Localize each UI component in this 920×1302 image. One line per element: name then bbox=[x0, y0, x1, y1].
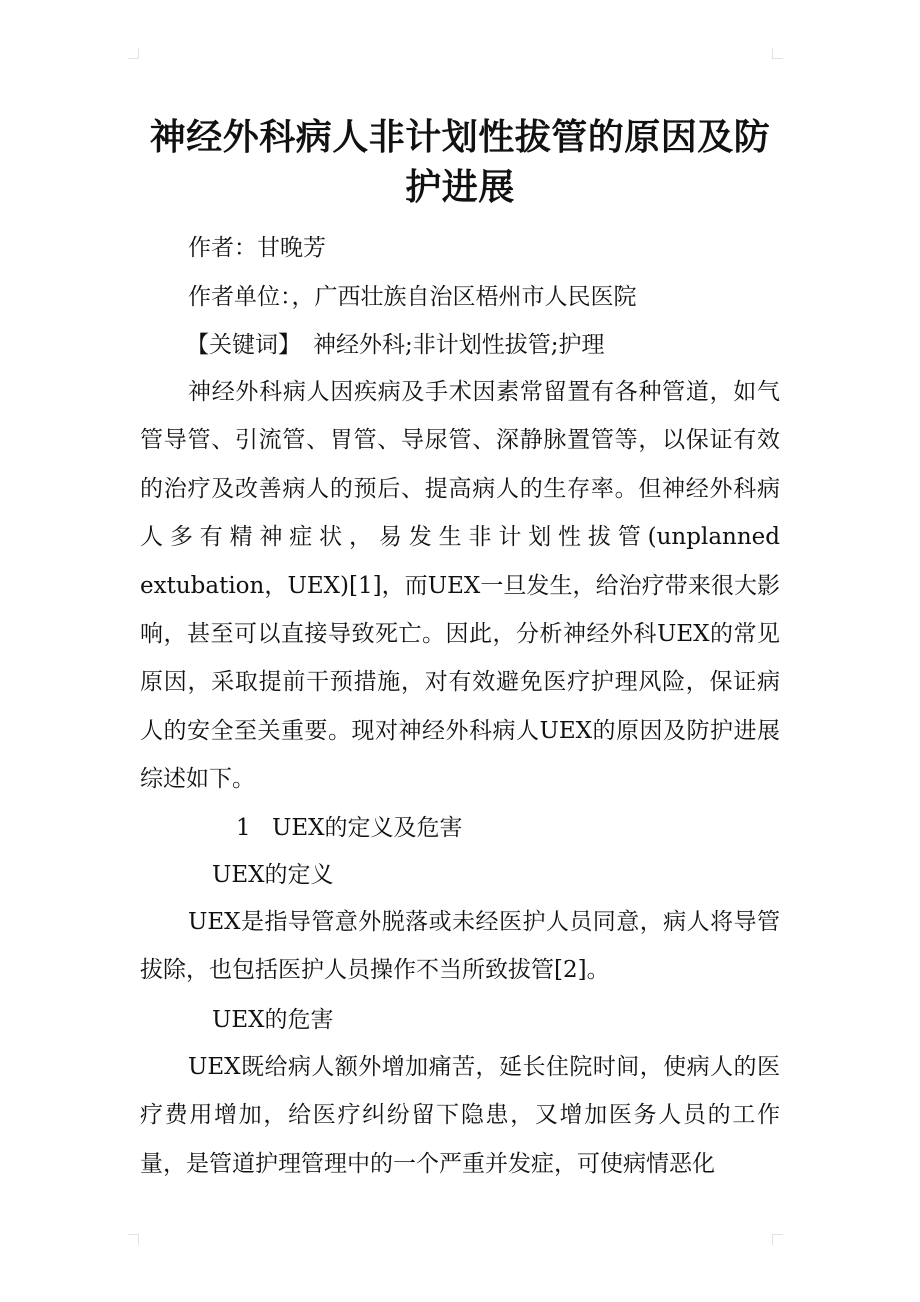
section-1-title: UEX的定义及危害 bbox=[272, 815, 463, 841]
intro-paragraph: 神经外科病人因疾病及手术因素常留置有各种管道，如气管导管、引流管、胃管、导尿管、深静脉置管等，以保证有效的治疗及改善病人的预后、提高病人的生存率。但神经外科病人多有精神症状，易发生非计划性拔管(unplanned extubation，UEX)[1]，而UEX一旦发生，给治疗带来很大影响，甚至可以直接导致死亡。因此，分析神经外科UEX的常见原因，采取提前干预措施，对有效避免医疗护理风险，保证病人的安全至关重要。现对神经外科病人UEX的原因及防护进展综述如下。 bbox=[140, 379, 780, 793]
subsection-2-heading: UEX的危害 bbox=[212, 1007, 334, 1033]
page-corner-mark bbox=[128, 48, 139, 59]
section-1-heading bbox=[236, 813, 463, 843]
keywords-line bbox=[186, 330, 605, 360]
section-1-number: 1 bbox=[236, 815, 251, 841]
affiliation-line: 作者单位：，广西壮族自治区梧州市人民医院 bbox=[188, 284, 637, 310]
page-corner-mark bbox=[128, 1234, 139, 1245]
keywords-text: 神经外科;非计划性拔管;护理 bbox=[313, 332, 605, 358]
subsection-1-heading: UEX的定义 bbox=[212, 862, 334, 888]
document-title: 神经外科病人非计划性拔管的原因及防护进展 bbox=[149, 116, 771, 208]
page-corner-mark bbox=[772, 1234, 783, 1245]
page-corner-mark bbox=[772, 48, 783, 59]
subsection-1-paragraph: UEX是指导管意外脱落或未经医护人员同意，病人将导管拔除，也包括医护人员操作不当所致拔管[2]。 bbox=[140, 909, 780, 984]
subsection-2-paragraph: UEX既给病人额外增加痛苦，延长住院时间，使病人的医疗费用增加，给医疗纠纷留下隐患，又增加医务人员的工作量，是管道护理管理中的一个严重并发症，可使病情恶化 bbox=[140, 1054, 780, 1177]
author-line: 作者：甘晚芳 bbox=[188, 235, 326, 261]
keywords-label: 【关键词】 bbox=[186, 332, 301, 358]
